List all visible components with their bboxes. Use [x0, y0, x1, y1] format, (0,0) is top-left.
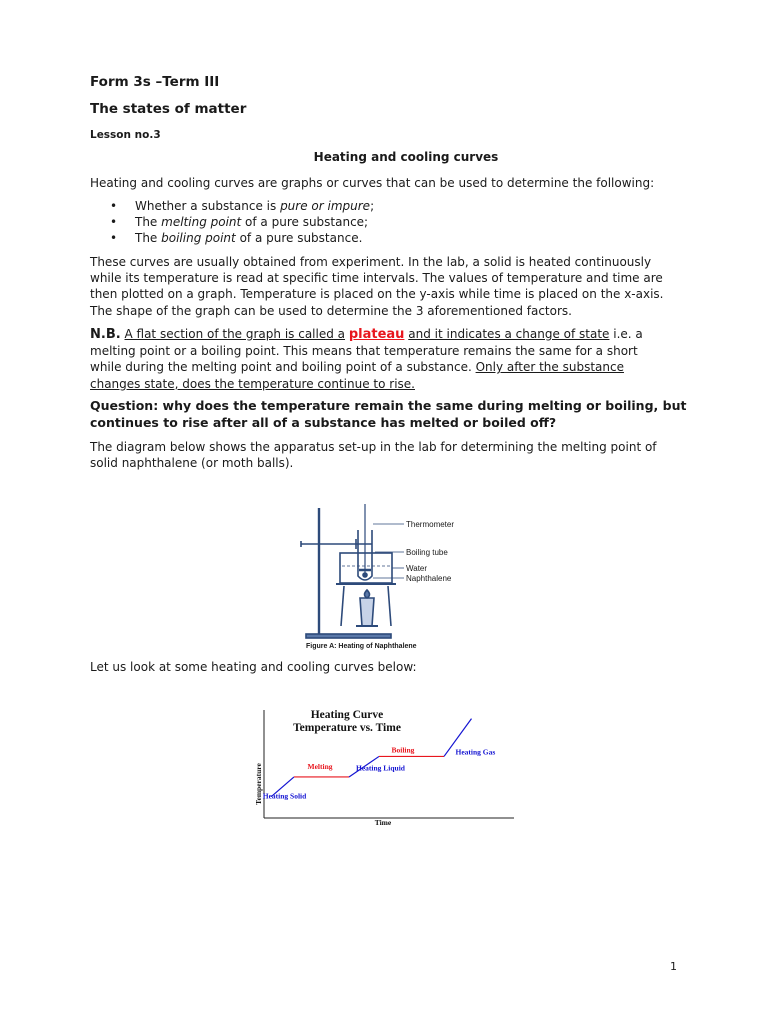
nb-label: N.B.: [90, 327, 121, 342]
list-item: • The melting point of a pure substance;: [110, 215, 369, 230]
intro-paragraph: Heating and cooling curves are graphs or curves that can be used to determine the following:: [90, 176, 655, 190]
bullet-icon: •: [110, 215, 118, 230]
y-axis-label: Temperature: [254, 763, 263, 805]
heating-curve-chart: [250, 704, 520, 828]
chart-annotation-melting: Melting: [307, 761, 333, 771]
naphthalene-label: Naphthalene: [406, 574, 452, 583]
chart-annotation-boiling: Boiling: [391, 745, 415, 755]
nb-paragraph: N.B. A flat section of the graph is called a plateau and it indicates a change of state i.e. a melting point or a boiling point. This means that temperature remains the same for a short while during the melting point and boiling point of a substance. Only after the substance changes state, does the temperature continue to rise.: [90, 327, 643, 391]
chart-annotation-heating-liquid: Heating Liquid: [356, 763, 405, 773]
chart-subtitle: Temperature vs. Time: [293, 722, 401, 734]
bullet-icon: •: [110, 199, 118, 213]
page-number: 1: [670, 960, 677, 973]
form-term-heading: Form 3s –Term III: [90, 74, 220, 90]
chart-annotation-heating-solid: Heating Solid: [262, 791, 307, 801]
factor-list: [110, 198, 374, 247]
thermometer-label: Thermometer: [406, 520, 455, 529]
diagram-intro-paragraph: The diagram below shows the apparatus set-up in the lab for determining the melting point of solid naphthalene (or moth balls).: [90, 440, 657, 471]
bullet-icon: •: [110, 231, 118, 246]
apparatus-drawing: [301, 504, 404, 638]
water-label: Water: [406, 564, 428, 573]
chart-title: Heating Curve: [310, 709, 384, 721]
chart-annotation-heating-gas: Heating Gas: [455, 747, 496, 757]
chart-annotations: [263, 745, 496, 800]
plateau-term: plateau: [348, 327, 405, 342]
apparatus-figure: [296, 500, 476, 652]
experiment-paragraph: These curves are usually obtained from experiment. In the lab, a solid is heated continuously while its temperature is read at specific time intervals. The values of temperature and time are then plotted on a graph. Temperature is placed on the y-axis while time is placed on the x-axis. The shape of the graph can be used to determine the 3 aforementioned factors.: [90, 255, 664, 318]
boiling-tube-label: Boiling tube: [406, 548, 448, 557]
figure-caption: Figure A: Heating of Naphthalene: [306, 643, 417, 650]
section-title: Heating and cooling curves: [313, 150, 499, 164]
question-paragraph: Question: why does the temperature remain the same during melting or boiling, but continues to rise after all of a substance has melted or boiled off?: [90, 398, 687, 430]
x-axis-label: Time: [374, 818, 392, 827]
topic-heading: The states of matter: [90, 101, 247, 117]
curves-intro-paragraph: Let us look at some heating and cooling curves below:: [90, 660, 417, 674]
lesson-number: Lesson no.3: [90, 129, 161, 141]
list-item: • The boiling point of a pure substance.: [110, 231, 363, 246]
list-item: • Whether a substance is pure or impure;: [110, 199, 375, 213]
